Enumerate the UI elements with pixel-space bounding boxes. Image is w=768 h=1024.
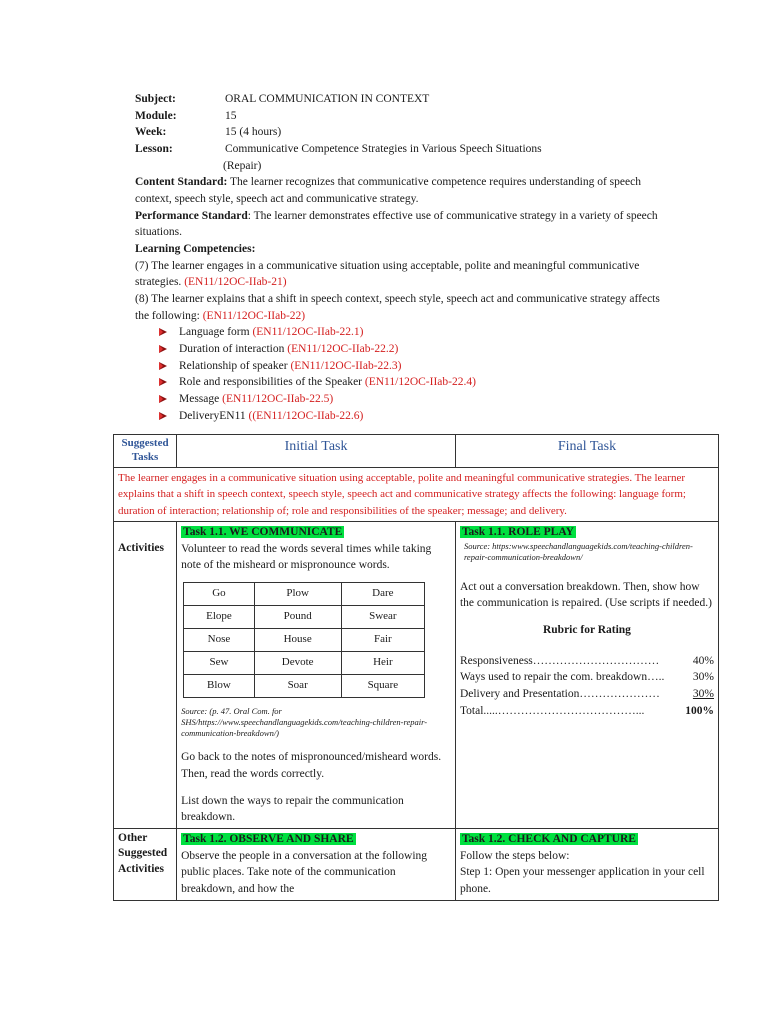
word-cell: House bbox=[254, 629, 341, 652]
bullet-text: Language form bbox=[179, 326, 253, 339]
word-cell: Square bbox=[341, 675, 425, 698]
rubric-value: 30% bbox=[692, 671, 714, 684]
final-task-1-2-title: Task 1.2. CHECK AND CAPTURE bbox=[461, 832, 636, 845]
table-row bbox=[114, 467, 719, 522]
arrow-bullet-icon bbox=[157, 377, 169, 387]
competency-7-text: (7) The learner engages in a communicative situation using acceptable, polite and meaningful communicative strategies. bbox=[135, 259, 640, 289]
word-cell: Nose bbox=[184, 629, 255, 652]
word-cell: Sew bbox=[184, 652, 255, 675]
initial-task-1-2 bbox=[177, 828, 456, 900]
arrow-bullet-icon bbox=[157, 344, 169, 354]
list-item bbox=[157, 391, 675, 408]
table-row bbox=[114, 435, 719, 468]
word-cell: Elope bbox=[184, 606, 255, 629]
module-label: Module: bbox=[135, 109, 177, 122]
subject-row bbox=[135, 91, 675, 108]
subject-label: Subject: bbox=[135, 93, 176, 105]
rubric-total-value: 100% bbox=[685, 704, 714, 717]
rubric-label: Total.....………………………………... bbox=[459, 704, 645, 717]
content-standard-text: The learner recognizes that communicative competence requires understanding of speech context, speech style, speech act and communicative strategy. bbox=[135, 176, 641, 206]
bullet-code: (EN11/12OC-IIab-22.2) bbox=[287, 343, 399, 356]
performance-standard-label: Performance Standard bbox=[135, 209, 248, 222]
table-row bbox=[184, 606, 425, 629]
word-table bbox=[183, 582, 425, 698]
suggested-tasks-header: Suggested Tasks bbox=[114, 435, 177, 468]
task-1-2-text: Observe the people in a conversation at the following public places. Take note of the communication breakdown, and how the bbox=[181, 849, 428, 895]
learning-competencies-label bbox=[135, 241, 675, 258]
word-cell: Devote bbox=[254, 652, 341, 675]
rubric-value: 40% bbox=[692, 654, 714, 667]
list-item bbox=[157, 374, 675, 391]
rubric-row bbox=[460, 653, 714, 670]
rubric-label: Delivery and Presentation………………… bbox=[459, 688, 660, 701]
arrow-bullet-icon bbox=[157, 411, 169, 421]
table-row bbox=[114, 828, 719, 900]
rubric-row bbox=[460, 669, 714, 686]
arrow-bullet-icon bbox=[157, 361, 169, 371]
arrow-bullet-icon bbox=[157, 327, 169, 337]
competency-8 bbox=[135, 291, 675, 324]
table-row bbox=[184, 583, 425, 606]
competency-8-text: (8) The learner explains that a shift in speech context, speech style, speech act and communicative strategy affects the following: bbox=[135, 293, 660, 322]
bullet-text: DeliveryEN11 bbox=[179, 409, 249, 422]
table-row bbox=[184, 675, 425, 698]
table-row bbox=[184, 629, 425, 652]
performance-standard bbox=[135, 208, 675, 241]
list-item bbox=[157, 358, 675, 375]
bullet-text: Relationship of speaker bbox=[179, 359, 291, 372]
rubric-list bbox=[460, 653, 714, 720]
other-activities-label: Other Suggested Activities bbox=[114, 828, 177, 900]
list-item bbox=[157, 408, 675, 425]
rubric-row bbox=[460, 703, 714, 720]
lesson-row bbox=[135, 141, 675, 158]
task-1-1-title: Task 1.1. WE COMMUNICATE bbox=[183, 526, 343, 538]
task-1-1-instruction-3: List down the ways to repair the communication breakdown. bbox=[181, 794, 404, 824]
word-cell: Swear bbox=[341, 606, 425, 629]
initial-task-1-1 bbox=[177, 522, 456, 829]
word-cell: Fair bbox=[341, 629, 425, 652]
task-1-2-title: Task 1.2. OBSERVE AND SHARE bbox=[183, 832, 354, 845]
word-cell: Soar bbox=[254, 675, 341, 698]
lesson-label: Lesson: bbox=[135, 143, 173, 156]
list-item bbox=[157, 324, 675, 341]
bullet-code: (EN11/12OC-IIab-22.3) bbox=[290, 359, 402, 372]
rubric-label: Ways used to repair the com. breakdown….. bbox=[459, 671, 665, 684]
objectives-cell: The learner engages in a communicative situation using acceptable, polite and meaningful communicative strategies. The learner explains that a shift in speech context, speech style, speech act and communicative strategy affects the following: language form; duration of interaction; relationship of; role and responsibilities of the speaker; message; and delivery. bbox=[114, 467, 719, 522]
module-value: 15 bbox=[225, 109, 237, 122]
activities-label: Activities bbox=[114, 522, 177, 829]
bullet-code: ((EN11/12OC-IIab-22.6) bbox=[248, 409, 364, 422]
task-1-1-source: Source: (p. 47. Oral Com. for SHS/https://www.speechandlanguagekids.com/teaching-children-repair-communication-breakdown/) bbox=[181, 706, 428, 739]
bullet-code: (EN11/12OC-IIab-22.1) bbox=[252, 326, 364, 339]
competency-bullet-list bbox=[135, 324, 675, 424]
content-standard bbox=[135, 174, 675, 207]
rubric-value: 30% bbox=[692, 688, 714, 701]
competencies-heading: Learning Competencies: bbox=[135, 243, 256, 256]
bullet-text: Message bbox=[179, 393, 223, 406]
bullet-text: Duration of interaction bbox=[179, 343, 288, 356]
final-task-1-2-text-1: Follow the steps below: bbox=[459, 849, 570, 862]
lesson-subtitle: (Repair) bbox=[223, 159, 262, 172]
lesson-header bbox=[135, 91, 675, 424]
word-cell: Pound bbox=[254, 606, 341, 629]
word-cell: Go bbox=[184, 583, 255, 606]
performance-standard-text: : The learner demonstrates effective use of communicative strategy in a variety of speech situations. bbox=[135, 209, 658, 239]
content-standard-label: Content Standard: bbox=[135, 176, 228, 189]
bullet-code: (EN11/12OC-IIab-22.5) bbox=[222, 393, 334, 406]
list-item bbox=[157, 341, 675, 358]
rubric-title: Rubric for Rating bbox=[542, 624, 631, 637]
final-task-1-1-text: Act out a conversation breakdown. Then, show how the communication is repaired. (Use scripts if needed.) bbox=[459, 580, 712, 610]
word-cell: Plow bbox=[254, 583, 341, 606]
task-1-1-text: Volunteer to read the words several times while taking note of the misheard or mispronounce words. bbox=[181, 542, 432, 572]
final-task-1-2-text-2: Step 1: Open your messenger application in your cell phone. bbox=[459, 866, 705, 895]
final-task-header: Final Task bbox=[455, 435, 718, 468]
table-row bbox=[184, 652, 425, 675]
week-label: Week: bbox=[135, 126, 167, 139]
bullet-code: (EN11/12OC-IIab-22.4) bbox=[364, 376, 476, 389]
final-task-1-1-title: Task 1.1. ROLE PLAY bbox=[461, 526, 574, 538]
final-task-1-1-source: Source: https:www.speechandlanguagekids.com/teaching-children-repair-communication-breakdown/ bbox=[463, 540, 693, 562]
week-row bbox=[135, 124, 675, 141]
arrow-bullet-icon bbox=[157, 394, 169, 404]
module-row bbox=[135, 108, 675, 125]
lesson-value: Communicative Competence Strategies in Various Speech Situations bbox=[225, 143, 542, 156]
rubric-label: Responsiveness…………………………… bbox=[459, 654, 660, 667]
competency-8-code: (EN11/12OC-IIab-22) bbox=[199, 309, 306, 322]
word-cell: Blow bbox=[184, 675, 255, 698]
competency-7 bbox=[135, 258, 675, 291]
subject-value: ORAL COMMUNICATION IN CONTEXT bbox=[225, 93, 430, 105]
final-task-1-1 bbox=[455, 522, 718, 829]
bullet-text: Role and responsibilities of the Speaker bbox=[179, 376, 365, 389]
word-cell: Dare bbox=[341, 583, 425, 606]
week-value: 15 (4 hours) bbox=[225, 126, 282, 139]
word-cell: Heir bbox=[341, 652, 425, 675]
initial-task-header: Initial Task bbox=[177, 435, 456, 468]
tasks-table bbox=[113, 434, 719, 901]
rubric-row bbox=[460, 686, 714, 703]
final-task-1-2 bbox=[455, 828, 718, 900]
task-1-1-instruction-2: Go back to the notes of mispronounced/misheard words. Then, read the words correctly. bbox=[181, 751, 442, 780]
table-row bbox=[114, 522, 719, 829]
competency-7-code: (EN11/12OC-IIab-21) bbox=[181, 276, 287, 289]
